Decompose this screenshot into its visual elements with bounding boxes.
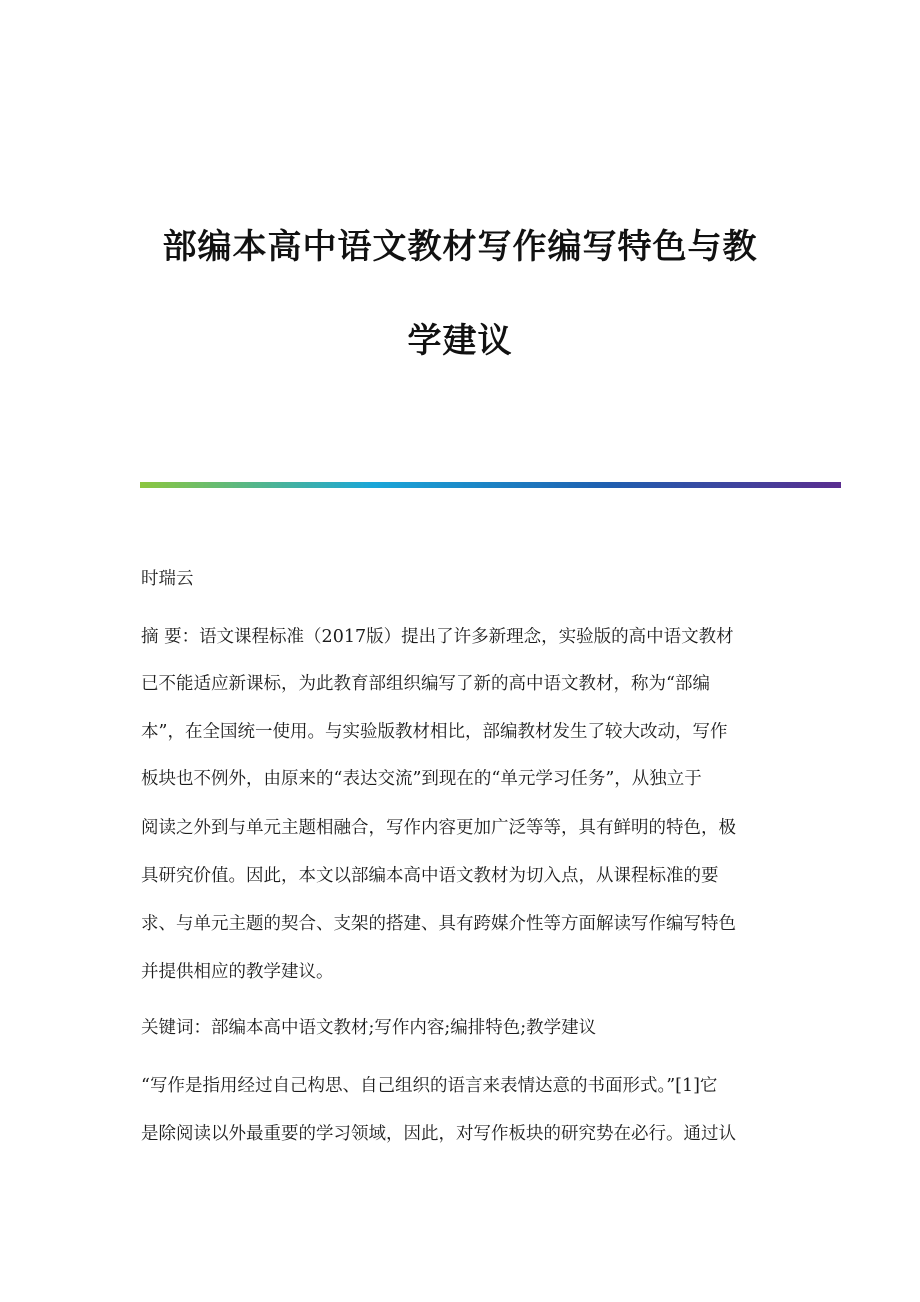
abstract-line-2: 已不能适应新课标，为此教育部组织编写了新的高中语文教材，称为“部编 [141, 674, 710, 694]
author-name: 时瑞云 [141, 569, 194, 589]
body-line-2: 是除阅读以外最重要的学习领域，因此，对写作板块的研究势在必行。通过认 [141, 1124, 736, 1144]
abstract-line-3: 本”，在全国统一使用。与实验版教材相比，部编教材发生了较大改动，写作 [141, 722, 728, 742]
title-divider-rule [140, 482, 841, 488]
abstract-line-8: 并提供相应的教学建议。 [141, 962, 334, 982]
document-title-line-2: 学建议 [407, 321, 513, 361]
abstract-line-7: 求、与单元主题的契合、支架的搭建、具有跨媒介性等方面解读写作编写特色 [141, 914, 736, 934]
document-title-line-1: 部编本高中语文教材写作编写特色与教 [162, 227, 758, 267]
abstract-line-5: 阅读之外到与单元主题相融合，写作内容更加广泛等等，具有鲜明的特色，极 [141, 818, 736, 838]
body-line-1: “写作是指用经过自己构思、自己组织的语言来表情达意的书面形式。”[1]它 [141, 1076, 718, 1096]
abstract-line-4: 板块也不例外，由原来的“表达交流”到现在的“单元学习任务”，从独立于 [141, 769, 702, 789]
abstract-line-1: 摘 要：语文课程标准（2017版）提出了许多新理念，实验版的高中语文教材 [141, 627, 734, 647]
abstract-line-6: 具研究价值。因此，本文以部编本高中语文教材为切入点，从课程标准的要 [141, 866, 719, 886]
keywords-line: 关键词：部编本高中语文教材;写作内容;编排特色;教学建议 [141, 1018, 597, 1038]
